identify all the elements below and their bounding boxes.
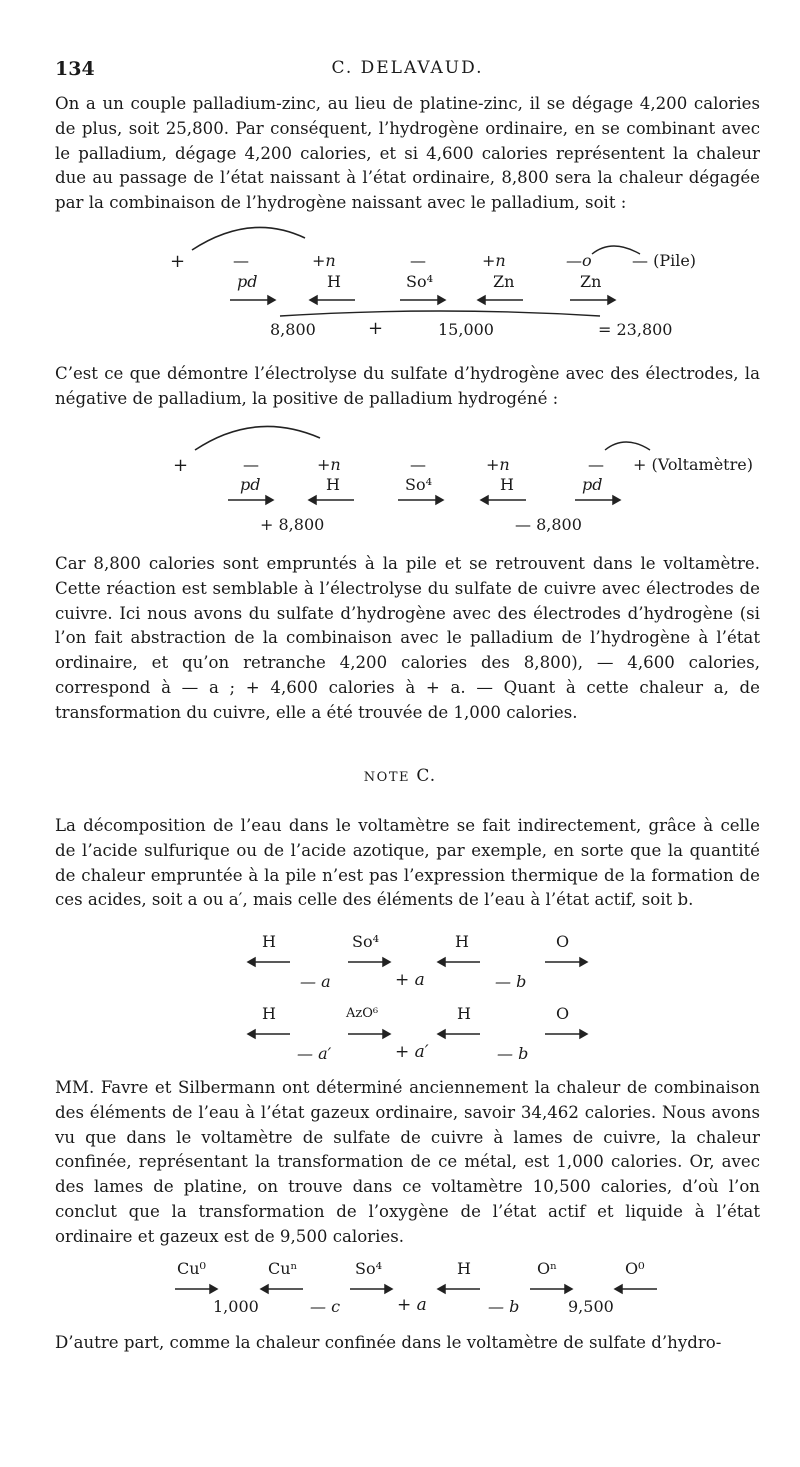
note-label: NOTE [363,770,410,785]
d5-value-1: 1,000 [213,1297,259,1316]
running-title: C. DELAVAUD. [331,58,484,78]
note-letter: C. [416,766,437,786]
d1-sign-6: —o [566,251,592,270]
d4-value-3: — b [497,1044,529,1063]
d4-value-2: + a′ [395,1042,429,1062]
d2-value-2: — 8,800 [515,515,582,534]
paragraph-3: Car 8,800 calories sont empruntés à la pile et se retrouvent dans le voltamètre. Cette réaction est semblable à l’électrolyse du sulfate de cuivre avec électrodes de cuivre. Ici nous avons du sulfate d’hydrogène avec des électrodes d’hydrogène (si l’on fait abstraction de la combinaison avec le palladium de l’hydrogène à l’état ordinaire, et qu’on retranche 4,200 calories des 8,800), — 4,600 calories, correspond à — a ; + 4,600 calories à + a. — Quant à cette chaleur a, de transformation du cuivre, elle a été trouvée de 1,000 calories. [55,554,760,722]
d5-elem-6: O⁰ [625,1259,645,1278]
d5-elem-4: H [457,1259,471,1278]
d2-elem-5: pd [582,475,603,494]
d1-sign-3: +n [312,251,336,270]
d1-value-2: + [368,318,384,339]
d2-sign-7: + (Voltamètre) [633,455,753,474]
page-number: 134 [55,58,95,80]
d1-elem-3: So⁴ [406,272,434,291]
d1-sign-5: +n [482,251,506,270]
d2-sign-6: — [588,455,604,474]
d2-elem-2: H [326,475,340,494]
d2-sign-1: + [173,455,189,476]
d3-elem-3: H [455,932,469,951]
d5-value-4: — b [488,1297,520,1316]
d4-elem-1: H [262,1004,276,1023]
d1-sign-1: + [170,251,186,272]
d5-elem-1: Cu⁰ [177,1259,206,1278]
paragraph-6: D’autre part, comme la chaleur confinée dans le voltamètre de sulfate d’hydro- [55,1333,722,1352]
paragraph-1: On a un couple palladium-zinc, au lieu de platine-zinc, il se dégage 4,200 calories de plus, soit 25,800. Par conséquent, l’hydrogène ordinaire, en se combinant avec le palladium, dégage 4,200 calories, et si 4,600 calories représentent la chaleur due au passage de l’état naissant à l’état ordinaire, 8,800 sera la chaleur dégagée par la combinaison de l’hydrogène naissant avec le palladium, soit : [55,94,760,213]
d4-value-1: — a′ [297,1044,332,1063]
d3-elem-1: H [262,932,276,951]
d2-elem-4: H [500,475,514,494]
d5-elem-5: Oⁿ [537,1259,558,1278]
d4-elem-2: AzO⁶ [346,1006,379,1021]
d5-value-5: 9,500 [568,1297,614,1316]
paragraph-4: La décomposition de l’eau dans le voltamètre se fait indirectement, grâce à celle de l’acide sulfurique ou de l’acide azotique, par exemple, en sorte que la quantité de chaleur empruntée à la pile n’est pas l’expression thermique de la formation de ces acides, soit a ou a′, mais celle des éléments de l’eau à l’état actif, soit b. [55,816,760,910]
d1-elem-1: pd [237,272,258,291]
d1-sign-2: — [233,251,249,270]
d5-value-2: — c [310,1297,341,1316]
paragraph-2: C’est ce que démontre l’électrolyse du sulfate d’hydrogène avec des électrodes, la négative de palladium, la positive de palladium hydrogéné : [55,364,760,408]
d1-elem-2: H [327,272,341,291]
d1-value-3: 15,000 [438,320,494,339]
d5-elem-3: So⁴ [355,1259,383,1278]
d3-value-3: — b [495,972,527,991]
d1-value-1: 8,800 [270,320,316,339]
d3-elem-4: O [556,932,570,951]
d2-sign-3: +n [317,455,341,474]
d5-elem-2: Cuⁿ [268,1259,298,1278]
d2-sign-5: +n [486,455,510,474]
d3-elem-2: So⁴ [352,932,380,951]
d1-sign-7: — (Pile) [632,251,697,270]
d2-sign-2: — [243,455,259,474]
d1-elem-4: Zn [493,272,515,291]
d5-value-3: + a [397,1295,427,1315]
d4-elem-3: H [457,1004,471,1023]
d1-value-4: = 23,800 [598,320,673,339]
d2-sign-4: — [410,455,426,474]
d2-elem-1: pd [240,475,261,494]
paragraph-5: MM. Favre et Silbermann ont déterminé anciennement la chaleur de combinaison des éléments de l’eau à l’état gazeux ordinaire, savoir 34,462 calories. Nous avons vu que dans le voltamètre de sulfate de cuivre à lames de cuivre, la chaleur confinée, représentant la transformation de ce métal, est 1,000 calories. Or, avec des lames de platine, on trouve dans ce voltamètre 10,500 calories, d’où l’on conclut que la transformation de l’oxygène de l’état actif et liquide à l’état ordinaire et gazeux est de 9,500 calories. [55,1078,760,1246]
d3-value-1: — a [300,972,331,991]
d1-sign-4: — [410,251,426,270]
d1-elem-5: Zn [580,272,602,291]
d2-elem-3: So⁴ [405,475,433,494]
d3-value-2: + a [395,970,425,990]
d4-elem-4: O [556,1004,570,1023]
d2-value-1: + 8,800 [260,515,325,534]
